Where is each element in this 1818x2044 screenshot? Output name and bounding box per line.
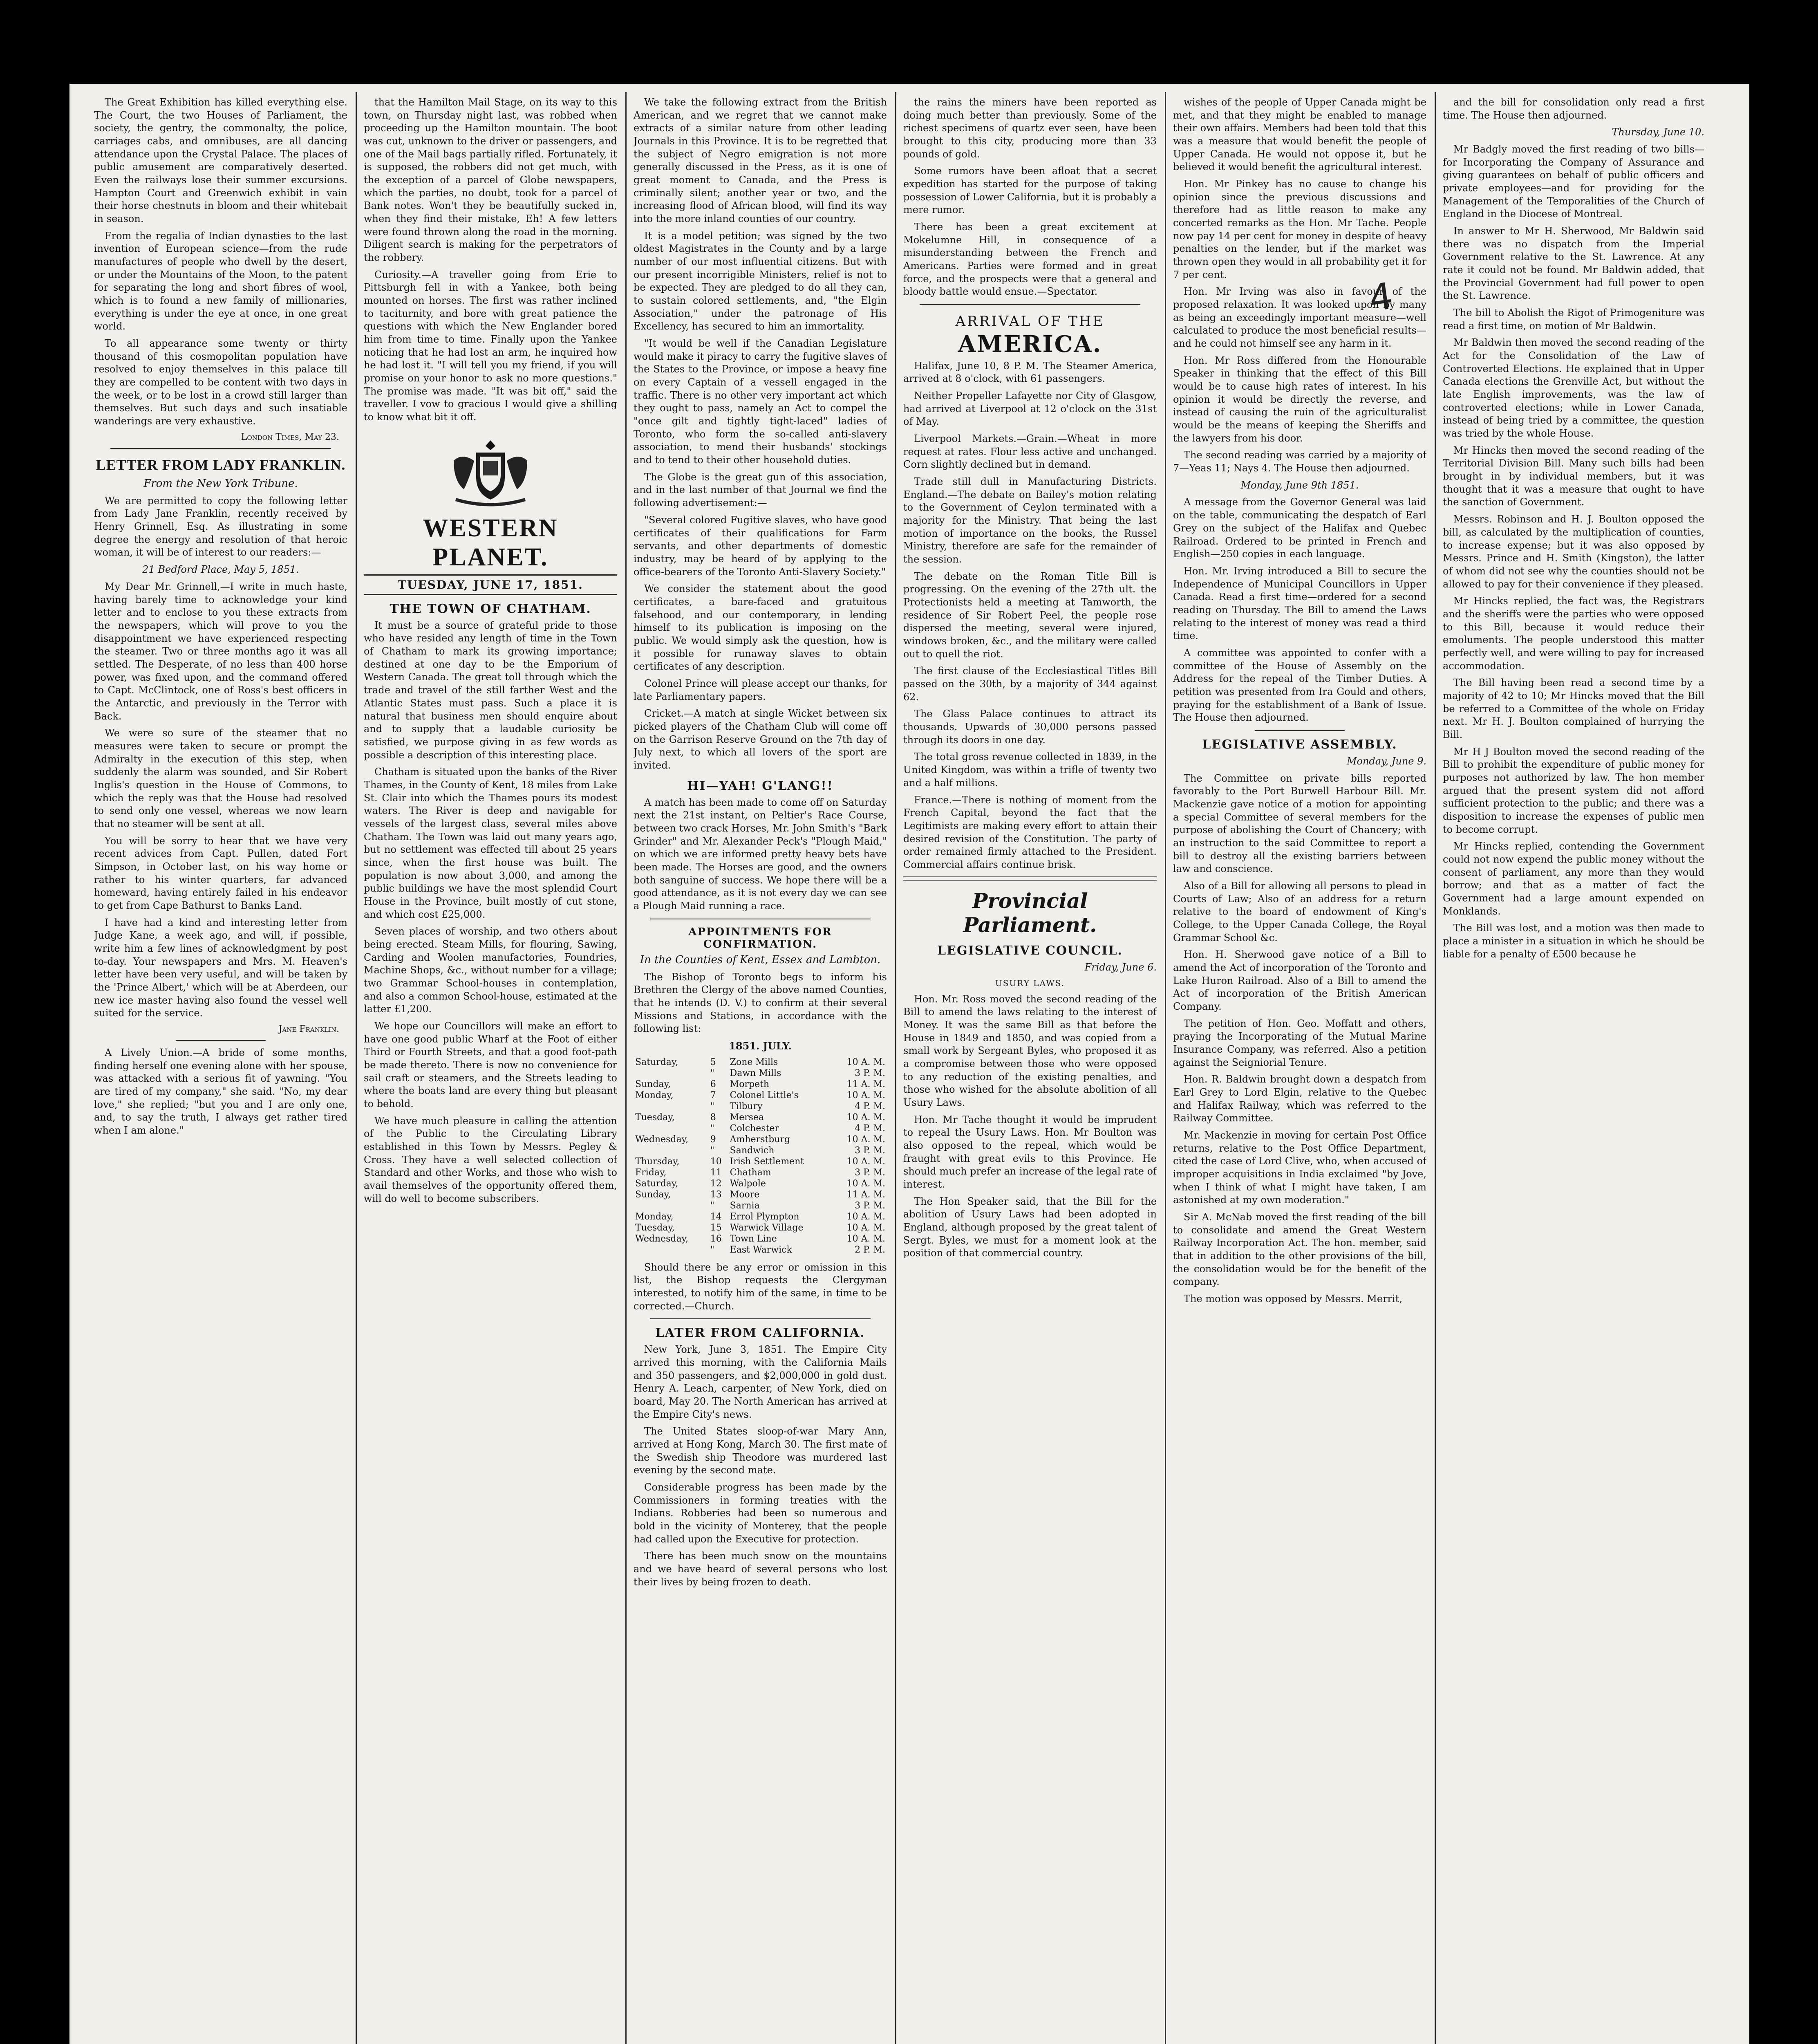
article-paragraph: Hon. Mr. Ross moved the second reading of the Bill to amend the laws relating to the interest of Money. It was the same Bill as that before the House in 1849 and 1850, and was copied from a small work by Sergeant Byles, who proposed it as a compromise between those who were opposed to any reduction of the existing penalties, and those who wished for the absolute abolition of all Usury Laws. [903, 993, 1157, 1108]
article-paragraph: Mr. Mackenzie in moving for certain Post Office returns, relative to the Post Office Department, cited the case of Lord Clive, who, when accused of improper acquisitions in India exclaimed "by Jove, when I think of what I might have taken, I am astonished at my own moderation." [1173, 1130, 1426, 1206]
article-paragraph: New York, June 3, 1851. The Empire City arrived this morning, with the California Mails and 350 passengers, and $2,000,000 in gold dust. Henry A. Leach, carpenter, of New York, died on board, May 20. The North American has arrived at the Empire City's news. [634, 1344, 887, 1420]
schedule-day: Saturday, [635, 1178, 678, 1189]
schedule-date: 14 [710, 1211, 722, 1222]
article-paragraph: Mr Baldwin then moved the second reading of the Act for the Consolidation of the Law of Controverted Elections. He explained that in Upper Canada elections the Grenville Act, but without the late English improvements, was the law of controverted elections; while in Lower Canada, instead of being tried by a committee, the question was tried by the whole House. [1443, 337, 1704, 439]
separator [176, 1040, 266, 1041]
schedule-time: 10 A. M. [846, 1222, 885, 1233]
masthead [364, 432, 617, 595]
schedule-date: 11 [710, 1167, 722, 1178]
schedule-time: 11 A. M. [846, 1189, 885, 1200]
article-paragraph: The total gross revenue collected in 1839, in the United Kingdom, was within a trifle of twenty two and a half millions. [903, 751, 1157, 789]
article-paragraph: The Bishop of Toronto begs to inform his Brethren the Clergy of the above named Counties, that he intends (D. V.) to confirm at their several Missions and Stations, in accordance with the following list: [634, 971, 887, 1035]
column-4 [903, 96, 1157, 2044]
schedule-day: Saturday, [635, 1057, 678, 1067]
schedule-row [634, 1123, 887, 1134]
schedule-date: 15 [710, 1222, 722, 1233]
article-paragraph: Hon. Mr Irving was also in favour of the proposed relaxation. It was looked upon by many as being an exceedingly important measure—well calculated to produce the most beneficial results—and he could not himself see any harm in it. [1173, 286, 1426, 350]
letter-dateline: 21 Bedford Place, May 5, 1851. [142, 564, 299, 576]
article-paragraph: Should there be any error or omission in this list, the Bishop requests the Clergyman interested, to notify him of the same, in time to be corrected.—Church. [634, 1261, 887, 1312]
schedule-place: Chatham [730, 1167, 771, 1178]
schedule-day [634, 1200, 709, 1211]
schedule-row [634, 1233, 887, 1244]
schedule-day: Sunday, [635, 1189, 671, 1200]
schedule-day [634, 1101, 709, 1112]
article-paragraph: The Bill was lost, and a motion was then made to place a minister in a situation in which he should be liable for a penalty of £500 because he [1443, 922, 1704, 960]
headline-arrival-top: ARRIVAL OF THE [955, 313, 1105, 330]
article-paragraph: Mr Badgly moved the first reading of two bills—for Incorporating the Company of Assurance and giving guarantees on behalf of public officers and private employees—and for providing for the Management of the Temporalities of the Church of England in the Diocese of Montreal. [1443, 143, 1704, 220]
column-3 [634, 96, 887, 2044]
schedule-row [634, 1101, 887, 1112]
schedule-place: Errol Plympton [730, 1211, 799, 1222]
schedule-date: " [710, 1244, 714, 1255]
schedule-day [634, 1068, 709, 1079]
schedule-day: Monday, [635, 1090, 674, 1100]
article-paragraph: There has been a great excitement at Mokelumne Hill, in consequence of a misunderstanding between the French and Americans. Parties were formed and in great force, and the prospects were that a general and bloody battle would ensue.—Spectator. [903, 221, 1157, 298]
article-paragraph: The Bill having been read a second time by a majority of 42 to 10; Mr Hincks moved that the Bill be referred to a Committee of the whole on Friday next. Mr H. J. Boulton complained of hurrying the Bill. [1443, 677, 1704, 740]
article-paragraph: "Several colored Fugitive slaves, who have good certificates of their qualifications for Farm servants, and other departments of domestic industry, may be heard of by applying to the office-bearers of the Toronto Anti-Slavery Society." [634, 514, 887, 578]
schedule-time: 4 P. M. [855, 1101, 885, 1112]
schedule-date: 9 [710, 1134, 716, 1145]
schedule-place: Colonel Little's [730, 1090, 799, 1100]
article-paragraph: In answer to Mr H. Sherwood, Mr Baldwin said there was no dispatch from the Imperial Government relative to the St. Lawrence. At any rate it could not be found. Mr Baldwin added, that the Provincial Government had full power to open the St. Lawrence. [1443, 225, 1704, 302]
schedule-date: 16 [710, 1233, 722, 1244]
subhead-counties: In the Counties of Kent, Essex and Lambton. [640, 953, 881, 966]
session-date: Friday, June 6. [1084, 961, 1157, 973]
schedule-day: Wednesday, [635, 1233, 689, 1244]
schedule-day: Tuesday, [635, 1222, 675, 1233]
separator [110, 448, 331, 449]
schedule-place: Walpole [730, 1178, 766, 1189]
article-paragraph: Curiosity.—A traveller going from Erie to Pittsburgh fell in with a Yankee, both being mounted on horses. The first was rather inclined to taciturnity, and bore with great patience the questions with which the New Englander bored him from time to time. Finally upon the Yankee noticing that he had lost an arm, he inquired how he had lost it. "I will tell you my friend, if you will promise on your honor to ask no more questions." The promise was made. "It was bit off," said the traveller. I vow to gracious I would give a shilling to know what bit it off. [364, 269, 617, 423]
headline-california: LATER FROM CALIFORNIA. [655, 1326, 865, 1340]
schedule-time: 10 A. M. [846, 1057, 885, 1067]
schedule-place: Town Line [730, 1233, 777, 1244]
schedule-place: Irish Settlement [730, 1156, 804, 1167]
column-5 [1173, 96, 1426, 2044]
column-rule [625, 92, 627, 2044]
column-2 [364, 96, 617, 2044]
article-paragraph: A message from the Governor General was laid on the table, communicating the despatch of Earl Grey on the subject of the Halifax and Quebec Railroad. Ordered to be printed in French and English—250 copies in each language. [1173, 496, 1426, 560]
article-paragraph: Hon. R. Baldwin brought down a despatch from Earl Grey to Lord Elgin, relative to the Quebec and Halifax Railway, which was referred to the Railway Committee. [1173, 1074, 1426, 1124]
schedule-time: 10 A. M. [846, 1211, 885, 1222]
article-paragraph: To all appearance some twenty or thirty thousand of this cosmopolitan population have resolved to enjoy themselves in this palace till they are compelled to be content with two days in the week, or to be lost in a crowd still larger than themselves. But such days and such insatiable wanderings are very exhaustive. [94, 338, 347, 427]
schedule-row [634, 1156, 887, 1167]
article-paragraph: The debate on the Roman Title Bill is progressing. On the evening of the 27th ult. the Protectionists held a meeting at Tamworth, the residence of Sir Robert Peel, the people rose dispersed the meeting, several were injured, windows broken, &c., and the military were called out to quell the riot. [903, 570, 1157, 660]
article-paragraph: It is a model petition; was signed by the two oldest Magistrates in the County and by a large number of our most influential citizens. But with our present incorrigible Ministers, relief is not to be expected. They are pledged to do all they can, to sustain colored settlements, and, "the Elgin Association," under the patronage of His Excellency, has secured to him an immortality. [634, 230, 887, 332]
schedule-day [634, 1244, 709, 1255]
headline-legislative-council: LEGISLATIVE COUNCIL. [937, 943, 1123, 958]
schedule-row [634, 1200, 887, 1211]
schedule-place: Morpeth [730, 1079, 770, 1089]
separator [920, 304, 1140, 305]
schedule-date: 13 [710, 1189, 722, 1200]
article-paragraph: A committee was appointed to confer with a committee of the House of Assembly on the Address for the repeal of the Timber Duties. A petition was presented from Ira Gould and others, praying for the establishment of a Bank of Issue. The House then adjourned. [1173, 647, 1426, 724]
schedule-time: 2 P. M. [855, 1244, 885, 1255]
article-paragraph: We have much pleasure in calling the attention of the Public to the Circulating Library established in this Town by Messrs. Pegley & Cross. They have a well selected collection of Standard and other Works, and those who wish to avail themselves of the opportunity offered them, will do well to become subscribers. [364, 1115, 617, 1204]
article-paragraph: Hon. Mr Tache thought it would be imprudent to repeal the Usury Laws. Hon. Mr Boulton was also opposed to the repeal, which would be fraught with great evils to this Province. He should much prefer an increase of the legal rate of interest. [903, 1114, 1157, 1190]
article-paragraph: "It would be well if the Canadian Legislature would make it piracy to carry the fugitive slaves of the States to the Province, or impose a heavy fine on every Captain of a vessell engaged in the traffic. There is no other very important act which they ought to pass, namely an Act to compel the "once gilt and tightly tight-laced" ladies of Toronto, who form the so-called anti-slavery association, to mend their husbands' stockings and to tend to their other household duties. [634, 338, 887, 466]
schedule-day: Monday, [635, 1211, 674, 1222]
schedule-place: Mersea [730, 1112, 764, 1123]
schedule-place: Warwick Village [730, 1222, 804, 1233]
article-paragraph: The bill to Abolish the Rigot of Primogeniture was read a first time, on motion of Mr Baldwin. [1443, 307, 1704, 332]
article-paragraph: We are permitted to copy the following letter from Lady Jane Franklin, recently received by Henry Grinnell, Esq. As illustrating in some degree the energy and resolution of that heroic woman, it will be of interest to our readers:— [94, 495, 347, 558]
section-subhead: USURY LAWS. [995, 978, 1065, 988]
article-paragraph: We consider the statement about the good certificates, a bare-faced and gratuitous falsehood, and our contemporary, in lending himself to its publication is imposing on the public. We would simply ask the question, how is it possible for runaway slaves to obtain certificates of any description. [634, 583, 887, 672]
article-paragraph: A match has been made to come off on Saturday next the 21st instant, on Peltier's Race Course, between two crack Horses, Mr. John Smith's "Bark Grinder" and Mr. Alexander Peck's "Plough Maid," on which we are informed pretty heavy bets have been made. The Horses are good, and the owners both sanguine of success. We hope there will be a good attendance, as it is not every day we can see a Plough Maid running a race. [634, 796, 887, 912]
headline-america: AMERICA. [958, 331, 1102, 358]
schedule-row [634, 1222, 887, 1233]
article-paragraph: Mr Hincks replied, the fact was, the Registrars and the sheriffs were the parties who were opposed to this Bill, because it would reduce their emoluments. The people understood this matter perfectly well, and were willing to pay for increased accommodation. [1443, 595, 1704, 672]
schedule-time: 10 A. M. [846, 1178, 885, 1189]
column-6 [1443, 96, 1704, 2044]
article-paragraph: the rains the miners have been reported as doing much better than previously. Some of the richest specimens of quartz ever seen, have been brought to this city, producing more than 33 pounds of gold. [903, 96, 1157, 160]
schedule-place: Sarnia [730, 1200, 760, 1211]
article-paragraph: I have had a kind and interesting letter from Judge Kane, a week ago, and will, if possible, write him a few lines of acknowledgment by post to-day. Your newspapers and Mrs. M. Heaven's letter have been very useful, and will be taken by the 'Prince Albert,' which will be at Aberdeen, our new ice master having also found the vessel well suited for the service. [94, 917, 347, 1019]
column-rule [895, 92, 896, 2044]
schedule-date: 5 [710, 1057, 716, 1067]
schedule-row [634, 1079, 887, 1090]
article-paragraph: There has been much snow on the mountains and we have heard of several persons who lost their lives by being frozen to death. [634, 1550, 887, 1588]
schedule-time: 4 P. M. [855, 1123, 885, 1134]
schedule-time: 10 A. M. [846, 1134, 885, 1145]
article-paragraph: Cricket.—A match at single Wicket between six picked players of the Chatham Club will come off on the Garrison Reserve Ground on the 7th day of July next, to which all lovers of the sport are invited. [634, 708, 887, 771]
source-credit: London Times, May 23. [241, 432, 339, 442]
article-paragraph: Hon. Mr Pinkey has no cause to change his opinion since the previous discussions and therefore had as little reason to make any concerted remarks as the Hon. Mr Tache. People now pay 14 per cent for money in despite of heavy penalties on the lender, but if the market was thrown open they would in all probability get it for 7 per cent. [1173, 178, 1426, 280]
article-paragraph: The Glass Palace continues to attract its thousands. Upwards of 30,000 persons passed through its doors in one day. [903, 708, 1157, 746]
separator [1255, 730, 1345, 731]
session-date: Monday, June 9th 1851. [1240, 479, 1359, 491]
headline-appointments: APPOINTMENTS FOR CONFIRMATION. [688, 926, 832, 950]
schedule-row [634, 1090, 887, 1101]
schedule-date: " [710, 1123, 714, 1134]
article-paragraph: and the bill for consolidation only read a first time. The House then adjourned. [1443, 96, 1704, 121]
newspaper-page [69, 84, 1749, 2044]
column-1 [94, 96, 347, 2044]
schedule-time: 10 A. M. [846, 1090, 885, 1100]
schedule-date: 12 [710, 1178, 722, 1189]
schedule-day: Wednesday, [635, 1134, 689, 1145]
article-paragraph: Chatham is situated upon the banks of the River Thames, in the County of Kent, 18 miles from Lake St. Clair into which the Thames pours its modest waters. The River is deep and navigable for vessels of the largest class, several miles above Chatham. The Town was laid out many years ago, but no settlement was effected till about 25 years since, when the first house was built. The population is now about 3,000, and among the public buildings we have the most splendid Court House in the Province, built mostly of cut stone, and which cost £25,000. [364, 766, 617, 920]
article-paragraph: Trade still dull in Manufacturing Districts. England.—The debate on Bailey's motion relating to the Government of Ceylon terminated with a majority for the Ministry. That being the last motion of importance on the books, the Russel Ministry, therefore are safe for the remainder of the session. [903, 476, 1157, 565]
article-paragraph: From the regalia of Indian dynasties to the last invention of European science—from the rude manufactures of people who dwell by the desert, or under the Mountains of the Moon, to the patent for separating the long and short fibres of wool, which is to found a new family of millionaries, everything is under the eye at once, in one great world. [94, 230, 347, 332]
schedule-place: Sandwich [730, 1145, 775, 1156]
article-paragraph: The second reading was carried by a majority of 7—Yeas 11; Nays 4. The House then adjourned. [1173, 449, 1426, 474]
schedule-row [634, 1167, 887, 1178]
article-paragraph: Sir A. McNab moved the first reading of the bill to consolidate and amend the Great Western Railway Incorporation Act. The hon. member, said that in addition to the other provisions of the bill, the consolidation would be for the benefit of the company. [1173, 1211, 1426, 1288]
headline-town-of-chatham: THE TOWN OF CHATHAM. [390, 601, 591, 616]
article-paragraph: Hon. Mr Ross differed from the Honourable Speaker in thinking that the effect of this Bill would be to cause high rates of interest. In his opinion it would be directly the reverse, and instead of causing the ruin of the agriculturalist would be the means of keeping the Sheriffs and the lawyers from his door. [1173, 354, 1426, 444]
schedule-time: 3 P. M. [855, 1167, 885, 1178]
schedule-date: " [710, 1101, 714, 1112]
schedule-day: Tuesday, [635, 1112, 675, 1123]
article-paragraph: France.—There is nothing of moment from the French Capital, beyond the fact that the Legitimists are making every effort to attain their desired revision of the Constitution. The party of order remained firmly attached to the President. Commercial affairs continue brisk. [903, 794, 1157, 870]
headline-race: HI—YAH! G'LANG!! [687, 778, 833, 793]
article-paragraph: The Committee on private bills reported favorably to the Port Burwell Harbour Bill. Mr. Mackenzie gave notice of a motion for appointing a special Committee of several members for the purpose of abolishing the Court of Chancery; with an instruction to the said Committee to report a bill to destroy all the existing barriers between law and conscience. [1173, 772, 1426, 875]
schedule-time: 10 A. M. [846, 1112, 885, 1123]
article-paragraph: Seven places of worship, and two others about being erected. Steam Mills, for flouring, Sawing, Carding and Woolen manufactories, Foundries, Machine Shops, &c., without number for a village; two Grammar School-houses in contemplation, and also a common School-house, estimated at the latter £1,200. [364, 926, 617, 1015]
schedule-day: Friday, [635, 1167, 667, 1178]
schedule-date: " [710, 1145, 714, 1156]
royal-crest-icon [437, 432, 544, 510]
schedule-row [634, 1178, 887, 1189]
schedule-row [634, 1068, 887, 1079]
subhead-source: From the New York Tribune. [143, 477, 298, 490]
schedule-place: Zone Mills [730, 1057, 778, 1067]
article-paragraph: Also of a Bill for allowing all persons to plead in Courts of Law; Also of an address for a return relative to the board of endowment of King's College, to the Upper Canada College, the Royal Grammar School &c. [1173, 880, 1426, 944]
session-date: Monday, June 9. [1346, 755, 1426, 767]
schedule-date: 10 [710, 1156, 722, 1167]
article-paragraph: The Hon Speaker said, that the Bill for the abolition of Usury Laws had been adopted in England, although proposed by the great talent of Sergt. Byles, we must for a moment look at the position of that commercial country. [903, 1195, 1157, 1259]
article-paragraph: We take the following extract from the British American, and we regret that we cannot make extracts of a similar nature from other leading Journals in this Province. It is to be regretted that the subject of Negro emigration is not more generally discussed in the Press, as it is one of great moment to Canada, and the Press is criminally silent; another year or two, and the increasing flood of African blood, will find its way into the more inland counties of our country. [634, 96, 887, 225]
schedule-day [634, 1145, 709, 1156]
article-paragraph: The Globe is the great gun of this association, and in the last number of that Journal we find the following advertisement:— [634, 471, 887, 509]
article-paragraph: The first clause of the Ecclesiastical Titles Bill passed on the 30th, by a majority of 344 against 62. [903, 665, 1157, 703]
article-paragraph: A Lively Union.—A bride of some months, finding herself one evening alone with her spouse, was attacked with a serious fit of yawning. "You are tired of my company," she said. "No, my dear love," she replied; "but you and I are only one, and, to say the truth, I always get rather tired when I am alone." [94, 1047, 347, 1136]
headline-lady-franklin: LETTER FROM LADY FRANKLIN. [96, 456, 346, 473]
schedule-date: 7 [710, 1090, 716, 1100]
article-paragraph: Considerable progress has been made by the Commissioners in forming treaties with the Indians. Robberies had been so numerous and bold in the vicinity of Monterey, that the people had called upon the Executive for protection. [634, 1481, 887, 1545]
schedule-place: Colchester [730, 1123, 779, 1134]
schedule-row [634, 1134, 887, 1145]
column-rule [356, 92, 357, 2044]
article-paragraph: that the Hamilton Mail Stage, on its way to this town, on Thursday night last, was robbed when proceeding up the Hamilton mountain. The boot was cut, unknown to the driver or passengers, and one of the Mail bags partially rifled. Fortunately, it is supposed, the robbers did not get much, with the exception of a parcel of Globe newspapers, which the parties, no doubt, took for a parcel of Bank notes. Won't they be beautifully sucked in, when they find their mistake, Eh! A few letters were found thrown along the road in the morning. Diligent search is making for the perpetrators of the robbery. [364, 96, 617, 264]
headline-legislative-assembly: LEGISLATIVE ASSEMBLY. [1202, 737, 1397, 752]
letter-signature: Jane Franklin. [278, 1024, 339, 1034]
article-paragraph: wishes of the people of Upper Canada might be met, and that they might be enabled to manage their own affairs. Members had been told that this was a measure that would benefit the people of Upper Canada. He would not oppose it, but he believed it would benefit the agricultural interest. [1173, 96, 1426, 173]
schedule-row [634, 1112, 887, 1123]
article-paragraph: Halifax, June 10, 8 P. M. The Steamer America, arrived at 8 o'clock, with 61 passengers. [903, 360, 1157, 385]
column-rule [1435, 92, 1436, 2044]
confirmation-schedule-table [634, 1057, 887, 1255]
masthead-date: TUESDAY, JUNE 17, 1851. [364, 574, 617, 595]
article-paragraph: Mr Hincks replied, contending the Government could not now expend the public money without the consent of parliament, any more than they would borrow; and that as a matter of fact the Government had a large amount expended on Monklands. [1443, 840, 1704, 917]
masthead-title: WESTERN PLANET. [423, 514, 558, 571]
article-paragraph: The motion was opposed by Messrs. Merrit, [1184, 1293, 1402, 1305]
schedule-place: Moore [730, 1189, 760, 1200]
schedule-row [634, 1057, 887, 1068]
headline-provincial-parliament: Provincial Parliament. [963, 888, 1097, 937]
schedule-date: " [710, 1068, 714, 1078]
schedule-place: East Warwick [730, 1244, 792, 1255]
article-paragraph: Some rumors have been afloat that a secret expedition has started for the purpose of taking possession of Lower California, but it is probably a mere rumor. [903, 165, 1157, 216]
schedule-place: Dawn Mills [730, 1068, 781, 1078]
schedule-time: 10 A. M. [846, 1233, 885, 1244]
schedule-time: 11 A. M. [846, 1079, 885, 1089]
schedule-row [634, 1145, 887, 1156]
column-rule [1165, 92, 1166, 2044]
article-paragraph: Liverpool Markets.—Grain.—Wheat in more request at rates. Flour less active and unchanged. Corn slightly declined but in demand. [903, 433, 1157, 471]
article-paragraph: It must be a source of grateful pride to those who have resided any length of time in the Town of Chatham to mark its growing importance; destined at one day to be the Emporium of Western Canada. The great toll through which the trade and travel of the still farther West and the Atlantic States must pass. Such a place it is natural that business men should enquire about and to supply that a laudable curiosity be satisfied, we purpose giving in as few words as possible a description of this interesting place. [364, 619, 617, 761]
article-paragraph: Hon. Mr. Irving introduced a Bill to secure the Independence of Municipal Councillors in Upper Canada. Read a first time—ordered for a second reading on Thursday. The Bill to amend the Laws relating to the interest of money was read a third time. [1173, 565, 1426, 642]
session-date: Thursday, June 10. [1612, 126, 1704, 138]
article-paragraph: The Great Exhibition has killed everything else. The Court, the two Houses of Parliament, the society, the gentry, the commonalty, the police, carriages cabs, and omnibuses, are all dancing attendance upon the Crystal Palace. The places of public amusement are comparatively deserted. Even the railways lose their summer excursions. Hampton Court and Greenwich exhibit in vain their horse chestnuts in bloom and their whitebait in season. [94, 96, 347, 225]
schedule-day: Sunday, [635, 1079, 671, 1089]
article-paragraph: Colonel Prince will please accept our thanks, for late Parliamentary papers. [634, 677, 887, 702]
schedule-date: 6 [710, 1079, 716, 1089]
schedule-time: 3 P. M. [855, 1068, 885, 1078]
article-paragraph: You will be sorry to hear that we have very recent advices from Capt. Pullen, dated Fort Simpson, in October last, on his way home or rather to his winter quarters, far advanced homeward, having entirely failed in his endeavor to get from Cape Bathurst to Banks Land. [94, 835, 347, 911]
schedule-row [634, 1189, 887, 1200]
schedule-day [634, 1123, 709, 1134]
schedule-place: Tilbury [730, 1101, 763, 1112]
schedule-time: 3 P. M. [855, 1145, 885, 1156]
separator [903, 876, 1157, 881]
schedule-date: 8 [710, 1112, 716, 1123]
article-paragraph: We hope our Councillors will make an effort to have one good public Wharf at the Foot of either Third or Fourth Streets, and that a good foot-path be made thereto. There is now no convenience for sail craft or steamers, and the Streets leading to where the boats land are every thing but pleasant to behold. [364, 1020, 617, 1109]
article-paragraph: Mr H J Boulton moved the second reading of the Bill to prohibit the expenditure of public money for purposes not authorized by law. The hon member argued that the present system did not afford sufficient protection to the public; and there was a disposition to increase the expenses of public men to become corrupt. [1443, 746, 1704, 835]
schedule-place: Amherstburg [730, 1134, 790, 1145]
schedule-row [634, 1244, 887, 1255]
separator [650, 1318, 871, 1319]
article-paragraph: Messrs. Robinson and H. J. Boulton opposed the bill, as calculated by the multiplication of counties, to increase expense; but it was also opposed by Messrs. Prince and H. Smith (Kingston), the latter of whom did not see why the counties should not be allowed to pay for their convenience if they pleased. [1443, 513, 1704, 590]
schedule-row [634, 1211, 887, 1222]
article-paragraph: Neither Propeller Lafayette nor City of Glasgow, had arrived at Liverpool at 12 o'clock on the 31st of May. [903, 390, 1157, 428]
schedule-day: Thursday, [635, 1156, 680, 1167]
article-paragraph: We were so sure of the steamer that no measures were taken to secure or prompt the Admiralty in the execution of this step, when suddenly the alarm was sounded, and Sir Robert Inglis's question in the House of Commons, to which the reply was that the House had resolved to send only one vessel, whereas we now learn that no steamer will be sent at all. [94, 727, 347, 829]
schedule-heading: 1851. JULY. [729, 1040, 792, 1052]
article-paragraph: The United States sloop-of-war Mary Ann, arrived at Hong Kong, March 30. The first mate of the Swedish ship Theodore was murdered last evening by the second mate. [634, 1425, 887, 1476]
article-paragraph: The petition of Hon. Geo. Moffatt and others, praying the Incorporating of the Mutual Marine Insurance Company, was referred. Also a petition against the Seigniorial Tenure. [1173, 1018, 1426, 1068]
article-paragraph: Mr Hincks then moved the second reading of the Territorial Division Bill. Many such bills had been brought in by individual members, but it was thought that it was a measure that ought to have the sanction of Government. [1443, 444, 1704, 508]
schedule-time: 10 A. M. [846, 1156, 885, 1167]
article-paragraph: Hon. H. Sherwood gave notice of a Bill to amend the Act of incorporation of the Toronto and Lake Huron Railroad. Also of a Bill to amend the Act of incorporation of the British American Company. [1173, 949, 1426, 1012]
schedule-date: " [710, 1200, 714, 1211]
schedule-time: 3 P. M. [855, 1200, 885, 1211]
handwritten-page-mark: 4 [1366, 274, 1396, 320]
article-paragraph: My Dear Mr. Grinnell,—I write in much haste, having barely time to acknowledge your kind letter and to enclose to you these extracts from the newspapers, which will prove to you the disappointment we have experienced respecting the steamer. Two or three months ago it was all settled. The Desperate, of no less than 400 horse power, was fixed upon, and the command offered to Capt. McClintock, one of Ross's best officers in the Antarctic, and previously in the Terror with Back. [94, 580, 347, 722]
